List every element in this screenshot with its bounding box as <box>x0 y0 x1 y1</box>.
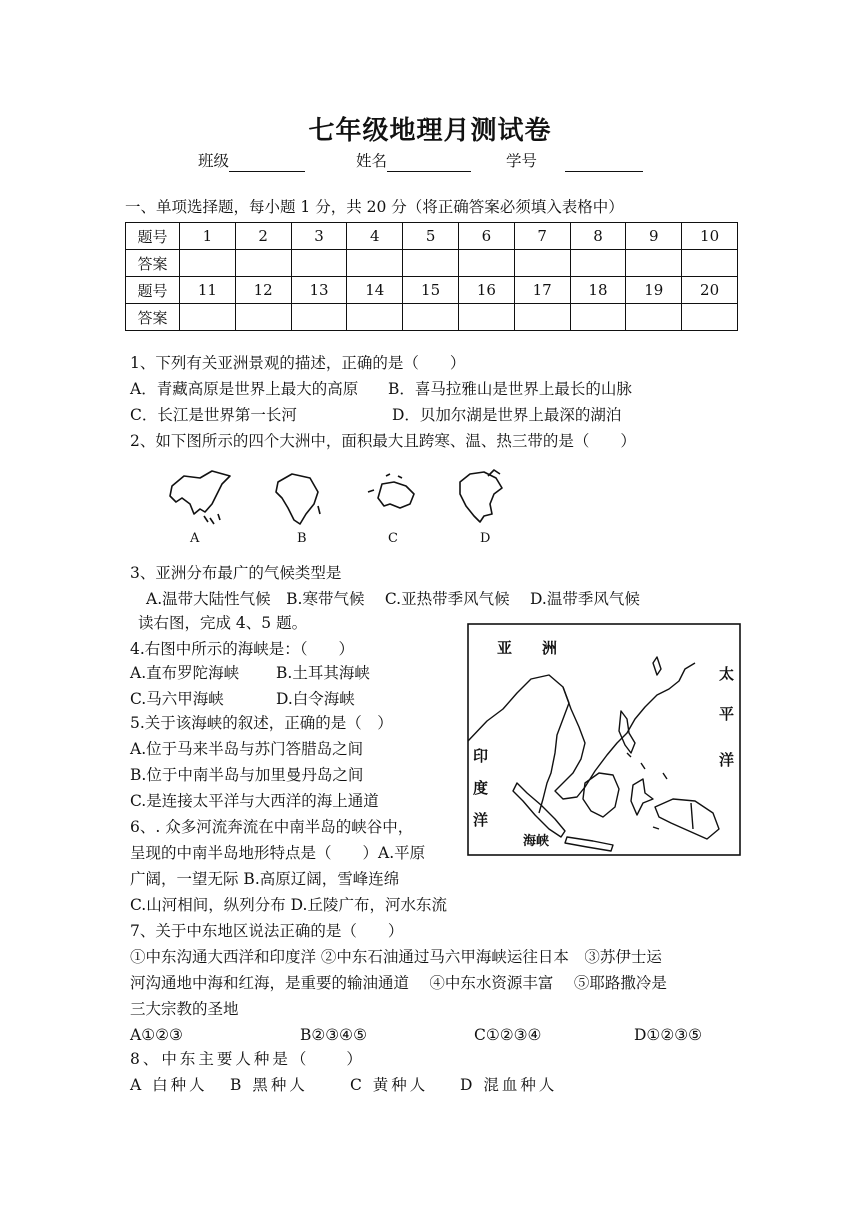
q7-statement-line-1: ①中东沟通大西洋和印度洋 ②中东石油通过马六甲海峡运往日本 ③苏伊士运 <box>130 948 662 966</box>
class-blank[interactable] <box>229 155 305 172</box>
map-frame <box>468 624 740 855</box>
q6-line-4: C.山河相间，纵列分布 D.丘陵广布，河水东流 <box>130 896 447 914</box>
answer-cell[interactable] <box>347 250 403 277</box>
number-cell: 12 <box>235 277 291 304</box>
id-blank[interactable] <box>565 155 643 172</box>
q7-option-c: C①②③④ <box>474 1026 542 1044</box>
answer-cell[interactable] <box>291 304 347 331</box>
map-label-indian-1: 印 <box>473 747 489 765</box>
q5-option-b: B.位于中南半岛与加里曼丹岛之间 <box>130 766 364 784</box>
number-cell: 1 <box>180 223 236 250</box>
continent-outlines <box>160 464 520 548</box>
class-label: 班级 <box>198 152 230 170</box>
q8-option-b: B 黑种人 <box>230 1076 308 1094</box>
q8-stem: 8、中东主要人种是（ ） <box>130 1050 365 1068</box>
q1-stem: 1、下列有关亚洲景观的描述，正确的是（ ） <box>130 354 466 372</box>
id-label: 学号 <box>506 152 538 170</box>
q1-option-b: B．喜马拉雅山是世界上最长的山脉 <box>388 380 632 398</box>
answer-cell[interactable] <box>626 250 682 277</box>
southeast-asia-map <box>467 623 741 856</box>
row-label-answer: 答案 <box>126 304 180 331</box>
q7-option-d: D①②③⑤ <box>634 1026 703 1044</box>
number-cell: 9 <box>626 223 682 250</box>
number-row-1 <box>126 223 738 250</box>
answer-cell[interactable] <box>682 304 738 331</box>
answer-cell[interactable] <box>403 250 459 277</box>
number-cell: 17 <box>514 277 570 304</box>
q1-option-a: A．青藏高原是世界上最大的高原 <box>130 380 359 398</box>
number-cell: 4 <box>347 223 403 250</box>
q1-option-c: C．长江是世界第一长河 <box>130 406 297 424</box>
number-cell: 13 <box>291 277 347 304</box>
map-label-indian-3: 洋 <box>473 811 489 829</box>
continent-b-island <box>318 506 320 514</box>
map-label-strait: 海峡 <box>523 834 550 849</box>
map-label-indian-2: 度 <box>473 779 489 797</box>
continent-a-islands <box>204 514 220 524</box>
answer-cell[interactable] <box>458 250 514 277</box>
answer-cell[interactable] <box>180 250 236 277</box>
answer-cell[interactable] <box>514 250 570 277</box>
q8-option-d: D 混血种人 <box>460 1076 558 1094</box>
number-cell: 10 <box>682 223 738 250</box>
number-cell: 15 <box>403 277 459 304</box>
section1-heading: 一、单项选择题，每小题 1 分，共 20 分（将正确答案必须填入表格中） <box>125 198 624 216</box>
q7-statement-line-3: 三大宗教的圣地 <box>130 1000 239 1018</box>
number-cell: 14 <box>347 277 403 304</box>
number-cell: 20 <box>682 277 738 304</box>
number-cell: 18 <box>570 277 626 304</box>
q3-stem: 3、亚洲分布最广的气候类型是 <box>130 564 342 582</box>
number-cell: 7 <box>514 223 570 250</box>
number-cell: 5 <box>403 223 459 250</box>
number-cell: 8 <box>570 223 626 250</box>
answer-cell[interactable] <box>570 304 626 331</box>
q4-option-c: C.马六甲海峡 <box>130 690 224 708</box>
answer-cell[interactable] <box>235 250 291 277</box>
answer-cell[interactable] <box>682 250 738 277</box>
name-label: 姓名 <box>356 152 388 170</box>
number-cell: 6 <box>458 223 514 250</box>
q7-statement-line-2: 河沟通地中海和红海，是重要的输油通道 ④中东水资源丰富 ⑤耶路撒冷是 <box>130 974 667 992</box>
number-row-2 <box>126 277 738 304</box>
answer-cell[interactable] <box>458 304 514 331</box>
answer-row-1 <box>126 250 738 277</box>
number-cell: 16 <box>458 277 514 304</box>
q2-stem: 2、如下图所示的四个大洲中，面积最大且跨寒、温、热三带的是（ ） <box>130 432 636 450</box>
q7-stem: 7、关于中东地区说法正确的是（ ） <box>130 922 404 940</box>
continent-label-c: C <box>388 531 398 546</box>
q4-option-b: B.土耳其海峡 <box>276 664 370 682</box>
q4-option-d: D.白令海峡 <box>276 690 355 708</box>
answer-cell[interactable] <box>347 304 403 331</box>
answer-cell[interactable] <box>403 304 459 331</box>
answer-cell[interactable] <box>291 250 347 277</box>
q6-line-3: 广阔，一望无际 B.高原辽阔，雪峰连绵 <box>130 870 400 888</box>
page-title: 七年级地理月测试卷 <box>308 116 552 146</box>
answer-row-2 <box>126 304 738 331</box>
answer-table <box>125 222 738 331</box>
class-field <box>198 150 305 172</box>
continent-d-island <box>488 470 500 476</box>
continent-label-d: D <box>480 531 491 546</box>
number-cell: 19 <box>626 277 682 304</box>
continent-c-outline <box>378 482 414 508</box>
continent-d-outline <box>460 472 502 522</box>
q7-option-a: A①②③ <box>130 1026 183 1044</box>
q4-stem: 4.右图中所示的海峡是：（ ） <box>130 640 355 658</box>
number-cell: 2 <box>235 223 291 250</box>
answer-cell[interactable] <box>514 304 570 331</box>
q3-options: A.温带大陆性气候 B.寒带气候 C.亚热带季风气候 D.温带季风气候 <box>146 590 640 608</box>
answer-cell[interactable] <box>235 304 291 331</box>
continent-label-a: A <box>190 531 200 546</box>
continent-b-outline <box>276 474 318 524</box>
q5-option-c: C.是连接太平洋与大西洋的海上通道 <box>130 792 379 810</box>
answer-cell[interactable] <box>570 250 626 277</box>
answer-cell[interactable] <box>626 304 682 331</box>
row-label-answer: 答案 <box>126 250 180 277</box>
q6-line-1: 6、. 众多河流奔流在中南半岛的峡谷中， <box>130 818 414 836</box>
q6-line-2: 呈现的中南半岛地形特点是（ ）A.平原 <box>130 844 426 862</box>
read-map-instruction: 读右图，完成 4、5 题。 <box>138 614 308 632</box>
continent-label-b: B <box>297 531 307 546</box>
answer-cell[interactable] <box>180 304 236 331</box>
q8-option-a: A 白种人 <box>130 1076 208 1094</box>
q5-stem: 5.关于该海峡的叙述，正确的是（ ） <box>130 714 393 732</box>
q1-option-d: D．贝加尔湖是世界上最深的湖泊 <box>392 406 622 424</box>
map-label-pacific-3: 洋 <box>719 751 735 769</box>
map-label-pacific-2: 平 <box>719 705 735 723</box>
q4-option-a: A.直布罗陀海峡 <box>130 664 240 682</box>
id-field <box>506 150 643 172</box>
map-label-pacific-1: 太 <box>719 665 735 683</box>
name-field <box>356 150 471 172</box>
continent-a-outline <box>170 471 230 514</box>
q7-option-b: B②③④⑤ <box>300 1026 367 1044</box>
name-blank[interactable] <box>387 155 471 172</box>
row-label-number: 题号 <box>126 277 180 304</box>
q5-option-a: A.位于马来半岛与苏门答腊岛之间 <box>130 740 364 758</box>
map-label-asia: 亚 洲 <box>497 639 558 657</box>
q8-option-c: C 黄种人 <box>350 1076 429 1094</box>
row-label-number: 题号 <box>126 223 180 250</box>
number-cell: 3 <box>291 223 347 250</box>
number-cell: 11 <box>180 277 236 304</box>
